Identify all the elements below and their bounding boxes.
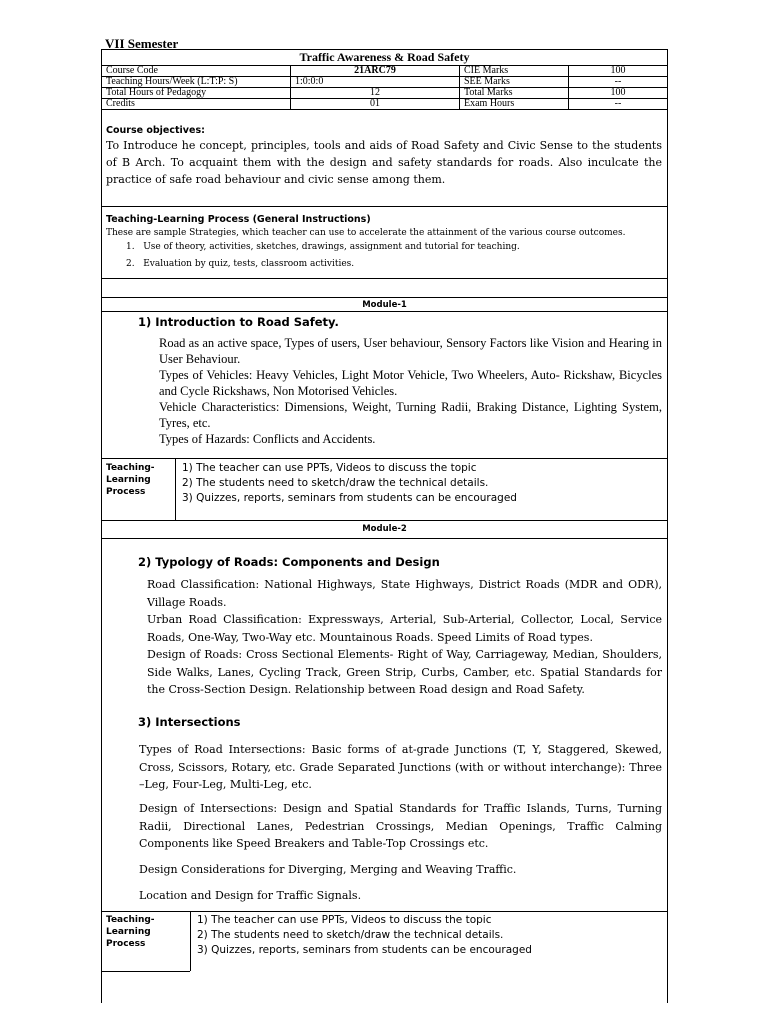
module1-paragraph: Types of Hazards: Conflicts and Accidents. — [159, 432, 376, 446]
list-item — [126, 259, 354, 269]
table-cell: 01 — [291, 99, 460, 110]
list-number: 1. — [126, 242, 135, 252]
divider — [101, 971, 190, 972]
objectives-text: To Introduce he concept, principles, tools and aids of Road Safety and Civic Sense to the students of B Arch. To acquaint them with the design and safety standards for roads. Also inculcate the practice of safe road behaviour and civic sense among them. — [106, 139, 662, 186]
table-row — [102, 66, 668, 77]
divider — [175, 458, 176, 520]
divider — [190, 911, 191, 971]
module2-heading: 2) Typology of Roads: Components and Design — [138, 555, 440, 569]
list-text: Use of theory, activities, sketches, drawings, assignment and tutorial for teaching. — [143, 242, 520, 252]
list-number: 2. — [126, 259, 135, 269]
divider — [101, 311, 668, 312]
table-cell: Exam Hours — [460, 99, 569, 110]
tlp-line: 1) The teacher can use PPTs, Videos to discuss the topic — [182, 462, 477, 474]
module2-heading: 3) Intersections — [138, 715, 241, 729]
module1-heading: 1) Introduction to Road Safety. — [138, 315, 339, 329]
table-cell: 100 — [569, 66, 668, 77]
tlp-line: 2) The students need to sketch/draw the technical details. — [182, 477, 489, 489]
module2-paragraph: Types of Road Intersections: Basic forms of at-grade Junctions (T, Y, Staggered, Skewed, Cross, Scissors, Rotary, etc. Grade Separated Junctions (with or without interchange): Three –Leg, Four-Leg, Multi-Leg, etc. — [139, 743, 662, 791]
table-row — [102, 77, 668, 88]
tlp-line: 1) The teacher can use PPTs, Videos to discuss the topic — [197, 914, 492, 926]
module2-paragraph: Design Considerations for Diverging, Merging and Weaving Traffic. — [139, 863, 517, 876]
divider — [101, 520, 668, 521]
table-cell: 1:0:0:0 — [291, 77, 460, 88]
module1-label: Module-1 — [362, 300, 407, 310]
objectives-heading: Course objectives: — [106, 125, 205, 136]
module1-paragraph: Vehicle Characteristics: Dimensions, Weight, Turning Radii, Braking Distance, Lighting System, Tyres, etc. — [159, 400, 662, 430]
divider — [101, 911, 668, 912]
module2-paragraph: Road Classification: National Highways, State Highways, District Roads (MDR and ODR), Village Roads. — [147, 578, 662, 609]
course-title: Traffic Awareness & Road Safety — [299, 50, 470, 64]
divider — [101, 278, 668, 279]
table-cell: -- — [569, 99, 668, 110]
tlp-line: 3) Quizzes, reports, seminars from students can be encouraged — [182, 492, 517, 504]
module2-paragraph: Design of Intersections: Design and Spatial Standards for Traffic Islands, Turns, Turning Radii, Directional Lanes, Pedestrian Crossings, Median Openings, Traffic Calming Components like Speed Breakers and Table-Top Crossings etc. — [139, 802, 662, 850]
table-cell: Teaching Hours/Week (L:T:P: S) — [102, 77, 291, 88]
table-row — [102, 99, 668, 110]
table-cell: CIE Marks — [460, 66, 569, 77]
table-cell: SEE Marks — [460, 77, 569, 88]
tlp-label: Teaching- Learning Process — [106, 915, 155, 949]
table-cell: Credits — [102, 99, 291, 110]
tlp-general-intro: These are sample Strategies, which teacher can use to accelerate the attainment of the various course outcomes. — [106, 228, 626, 238]
divider — [101, 538, 668, 539]
tlp-line: 3) Quizzes, reports, seminars from students can be encouraged — [197, 944, 532, 956]
module2-paragraph: Location and Design for Traffic Signals. — [139, 889, 362, 902]
divider — [101, 206, 668, 207]
table-cell: 21ARC79 — [291, 66, 460, 77]
divider — [101, 458, 668, 459]
course-info-table — [101, 65, 668, 110]
semester-label: VII Semester — [105, 36, 179, 51]
module2-label: Module-2 — [362, 524, 407, 534]
table-cell: Total Marks — [460, 88, 569, 99]
module1-paragraph: Types of Vehicles: Heavy Vehicles, Light Motor Vehicle, Two Wheelers, Auto- Rickshaw, Bicycles and Cycle Rickshaws, Non Motorised Vehicles. — [159, 368, 662, 398]
table-cell: -- — [569, 77, 668, 88]
module1-paragraph: Road as an active space, Types of users, User behaviour, Sensory Factors like Vision and Hearing in User Behaviour. — [159, 336, 662, 366]
list-text: Evaluation by quiz, tests, classroom activities. — [143, 259, 355, 269]
list-item — [126, 242, 520, 252]
divider — [101, 297, 668, 298]
table-cell: Total Hours of Pedagogy — [102, 88, 291, 99]
tlp-label: Teaching- Learning Process — [106, 463, 155, 497]
module2-paragraph: Design of Roads: Cross Sectional Elements- Right of Way, Carriageway, Median, Shoulders, Side Walks, Lanes, Cycling Track, Green Strip, Curbs, Camber, etc. Spatial Standards for the Cross-Section Design. Relationship between Road design and Road Safety. — [147, 648, 662, 696]
tlp-general-heading: Teaching-Learning Process (General Instructions) — [106, 214, 371, 225]
table-cell: Course Code — [102, 66, 291, 77]
module2-paragraph: Urban Road Classification: Expressways, Arterial, Sub-Arterial, Collector, Local, Service Roads, One-Way, Two-Way etc. Mountainous Roads. Speed Limits of Road types. — [147, 613, 662, 644]
table-cell: 12 — [291, 88, 460, 99]
table-row — [102, 88, 668, 99]
tlp-line: 2) The students need to sketch/draw the technical details. — [197, 929, 504, 941]
table-cell: 100 — [569, 88, 668, 99]
